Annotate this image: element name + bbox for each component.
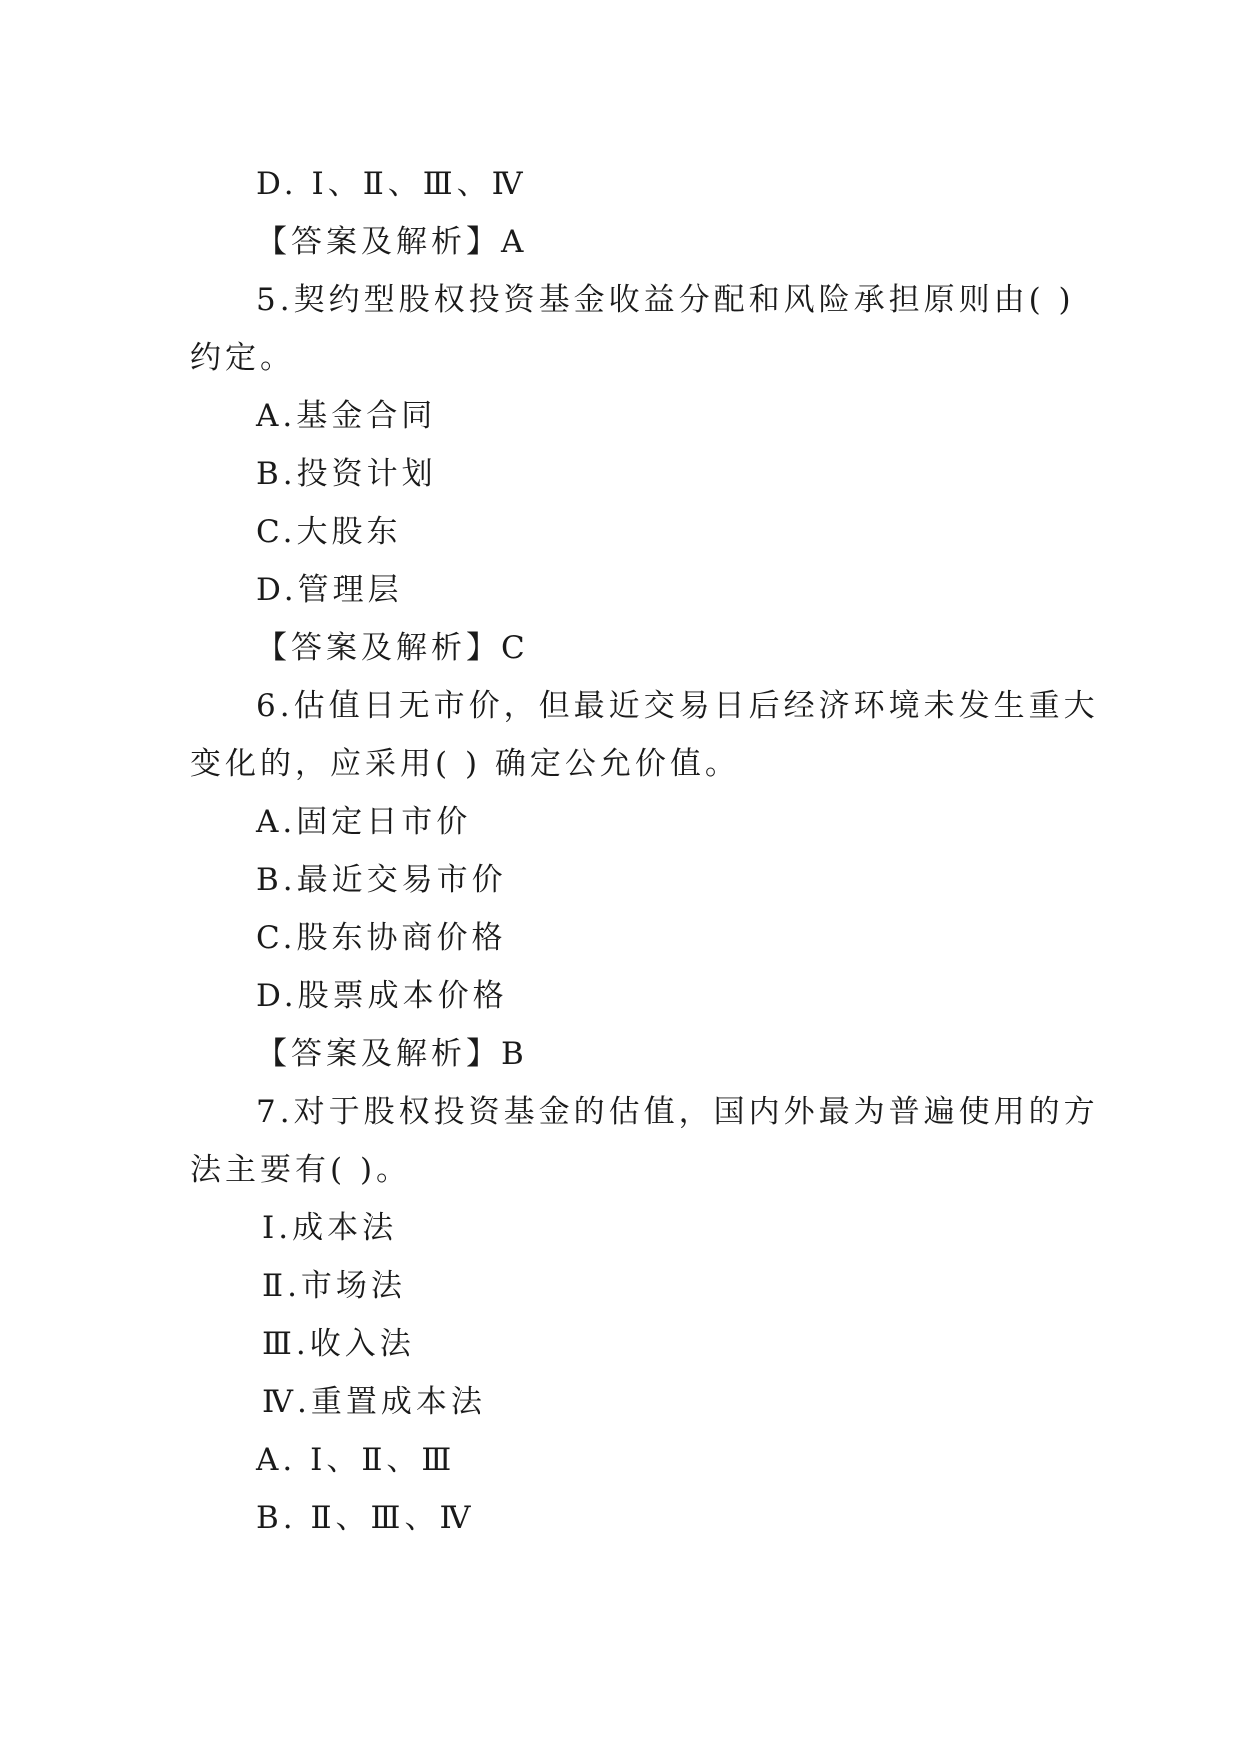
option-line: B. Ⅱ、Ⅲ、Ⅳ [256,1500,475,1536]
option-line: A. Ⅰ、Ⅱ、Ⅲ [256,1442,456,1478]
answer-line: 【答案及解析】B [256,1036,528,1072]
question-continuation: 约定。 [190,340,295,376]
option-line: D. Ⅰ、Ⅱ、Ⅲ、Ⅳ [256,166,527,202]
question-continuation: 法主要有( )。 [190,1152,412,1188]
question-line: 5.契约型股权投资基金收益分配和风险承担原则由( ) [256,282,1075,318]
option-line: A.基金合同 [256,398,437,434]
statement-line: Ⅱ.市场法 [262,1268,406,1304]
option-line: C.股东协商价格 [256,920,507,956]
answer-line: 【答案及解析】A [256,224,528,260]
question-continuation: 变化的，应采用( ) 确定公允价值。 [190,746,740,782]
answer-line: 【答案及解析】C [256,630,529,666]
question-line: 6.估值日无市价，但最近交易日后经济环境未发生重大 [256,688,1099,724]
option-line: B.投资计划 [256,456,437,492]
statement-line: Ⅳ.重置成本法 [262,1384,486,1420]
option-line: D.股票成本价格 [256,978,508,1014]
option-line: B.最近交易市价 [256,862,507,898]
option-line: A.固定日市价 [256,804,472,840]
statement-line: Ⅰ.成本法 [262,1210,398,1246]
option-line: C.大股东 [256,514,402,550]
question-line: 7.对于股权投资基金的估值，国内外最为普遍使用的方 [256,1094,1099,1130]
statement-line: Ⅲ.收入法 [262,1326,415,1362]
option-line: D.管理层 [256,572,403,608]
